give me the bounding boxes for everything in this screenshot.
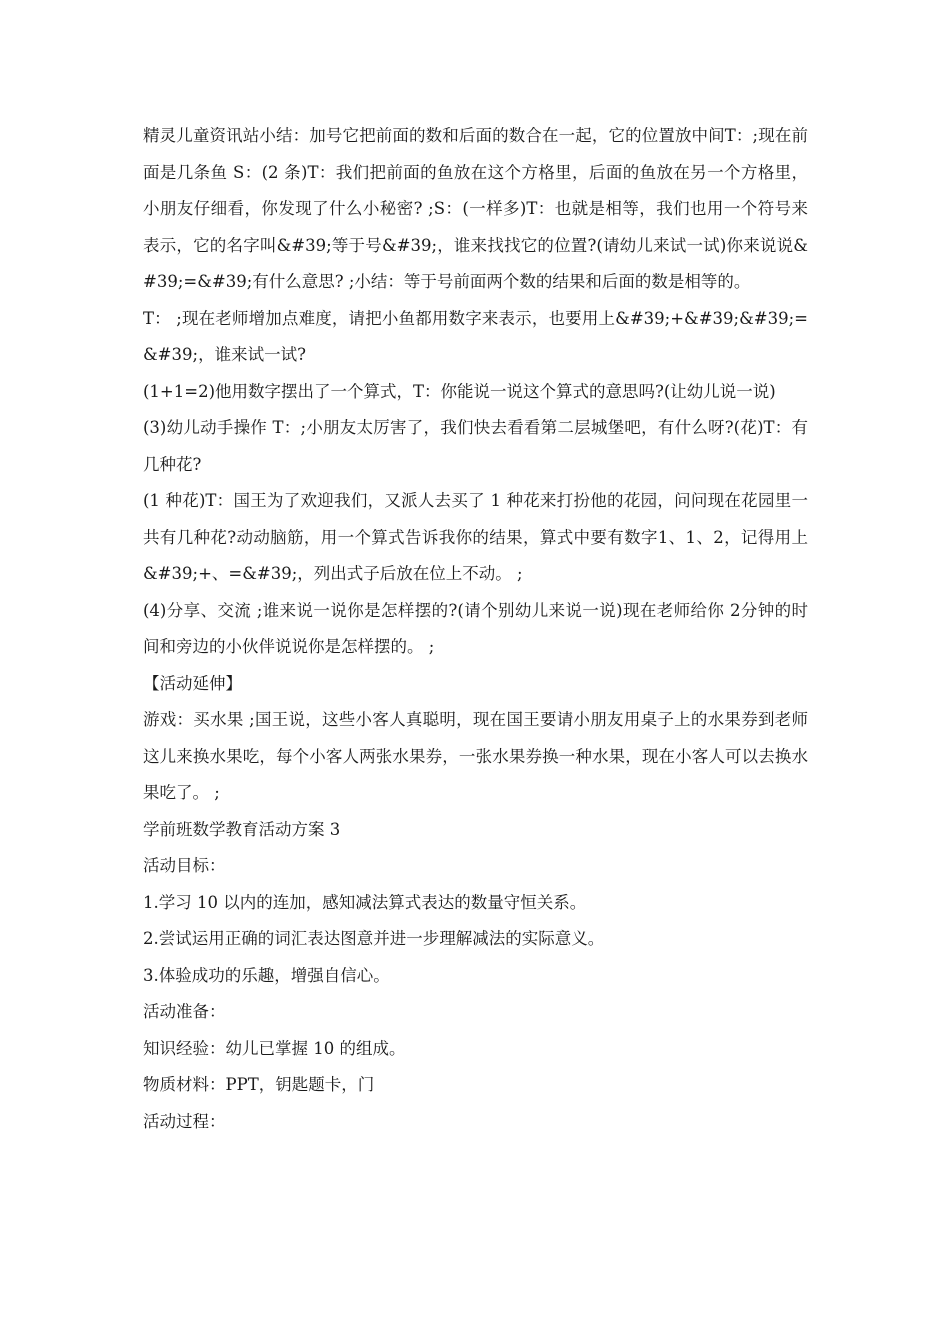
plan-title: 学前班数学教育活动方案 3 (143, 819, 341, 839)
goal-item-1: 1.学习 10 以内的连加，感知减法算式表达的数量守恒关系。 (143, 892, 587, 912)
heading-process: 活动过程： (143, 1111, 226, 1131)
prep-materials: 物质材料：PPT，钥匙题卡，门 (143, 1075, 375, 1094)
goal-item-3: 3.体验成功的乐趣，增强自信心。 (143, 965, 390, 985)
heading-goals: 活动目标： (143, 856, 226, 875)
paragraph-equation-meaning: (1+1=2)他用数字摆出了一个算式，T：你能说一说这个算式的意思吗?(让幼儿说一说) (143, 381, 776, 401)
section-heading-extension: 【活动延伸】 (143, 673, 242, 693)
paragraph-flowers: (1 种花)T：国王为了欢迎我们，又派人去买了 1 种花来打扮他的花园，问问现在花园里一共有几种花?动动脑筋，用一个算式告诉我你的结果，算式中要有数字1、1、2，记得用上&#39;+、=&#39;，列出式子后放在位上不动。 ; (143, 491, 808, 583)
paragraph-share: (4)分享、交流 ;谁来说一说你是怎样摆的?(请个别幼儿来说一说)现在老师给你 2分钟的时间和旁边的小伙伴说说你是怎样摆的。 ; (143, 600, 808, 656)
paragraph-hands-on: (3)幼儿动手操作 T：;小朋友太厉害了，我们快去看看第二层城堡吧，有什么呀?(花)T：有几种花? (143, 418, 808, 474)
paragraph-teacher-difficulty: T： ;现在老师增加点难度，请把小鱼都用数字来表示，也要用上&#39;+&#39;&#39;=&#39;，谁来试一试? (143, 308, 808, 364)
document-body (143, 118, 808, 1140)
prep-knowledge: 知识经验：幼儿已掌握 10 的组成。 (143, 1038, 406, 1058)
paragraph-summary-equals: 精灵儿童资讯站小结：加号它把前面的数和后面的数合在一起，它的位置放中间T：;现在前面是几条鱼 S：(2 条)T：我们把前面的鱼放在这个方格里，后面的鱼放在另一个方格里，小朋友仔细看，你发现了什么小秘密? ;S：(一样多)T：也就是相等，我们也用一个符号来表示，它的名字叫&#39;等于号&#39;，谁来找找它的位置?(请幼儿来试一试)你来说说&#39;=&#39;有什么意思? ;小结：等于号前面两个数的结果和后面的数是相等的。 (143, 126, 808, 291)
heading-preparation: 活动准备： (143, 1002, 226, 1021)
paragraph-game: 游戏：买水果 ;国王说，这些小客人真聪明，现在国王要请小朋友用桌子上的水果券到老师这儿来换水果吃，每个小客人两张水果券，一张水果券换一种水果，现在小客人可以去换水果吃了。 ; (143, 710, 808, 802)
goal-item-2: 2.尝试运用正确的词汇表达图意并进一步理解减法的实际意义。 (143, 929, 605, 948)
